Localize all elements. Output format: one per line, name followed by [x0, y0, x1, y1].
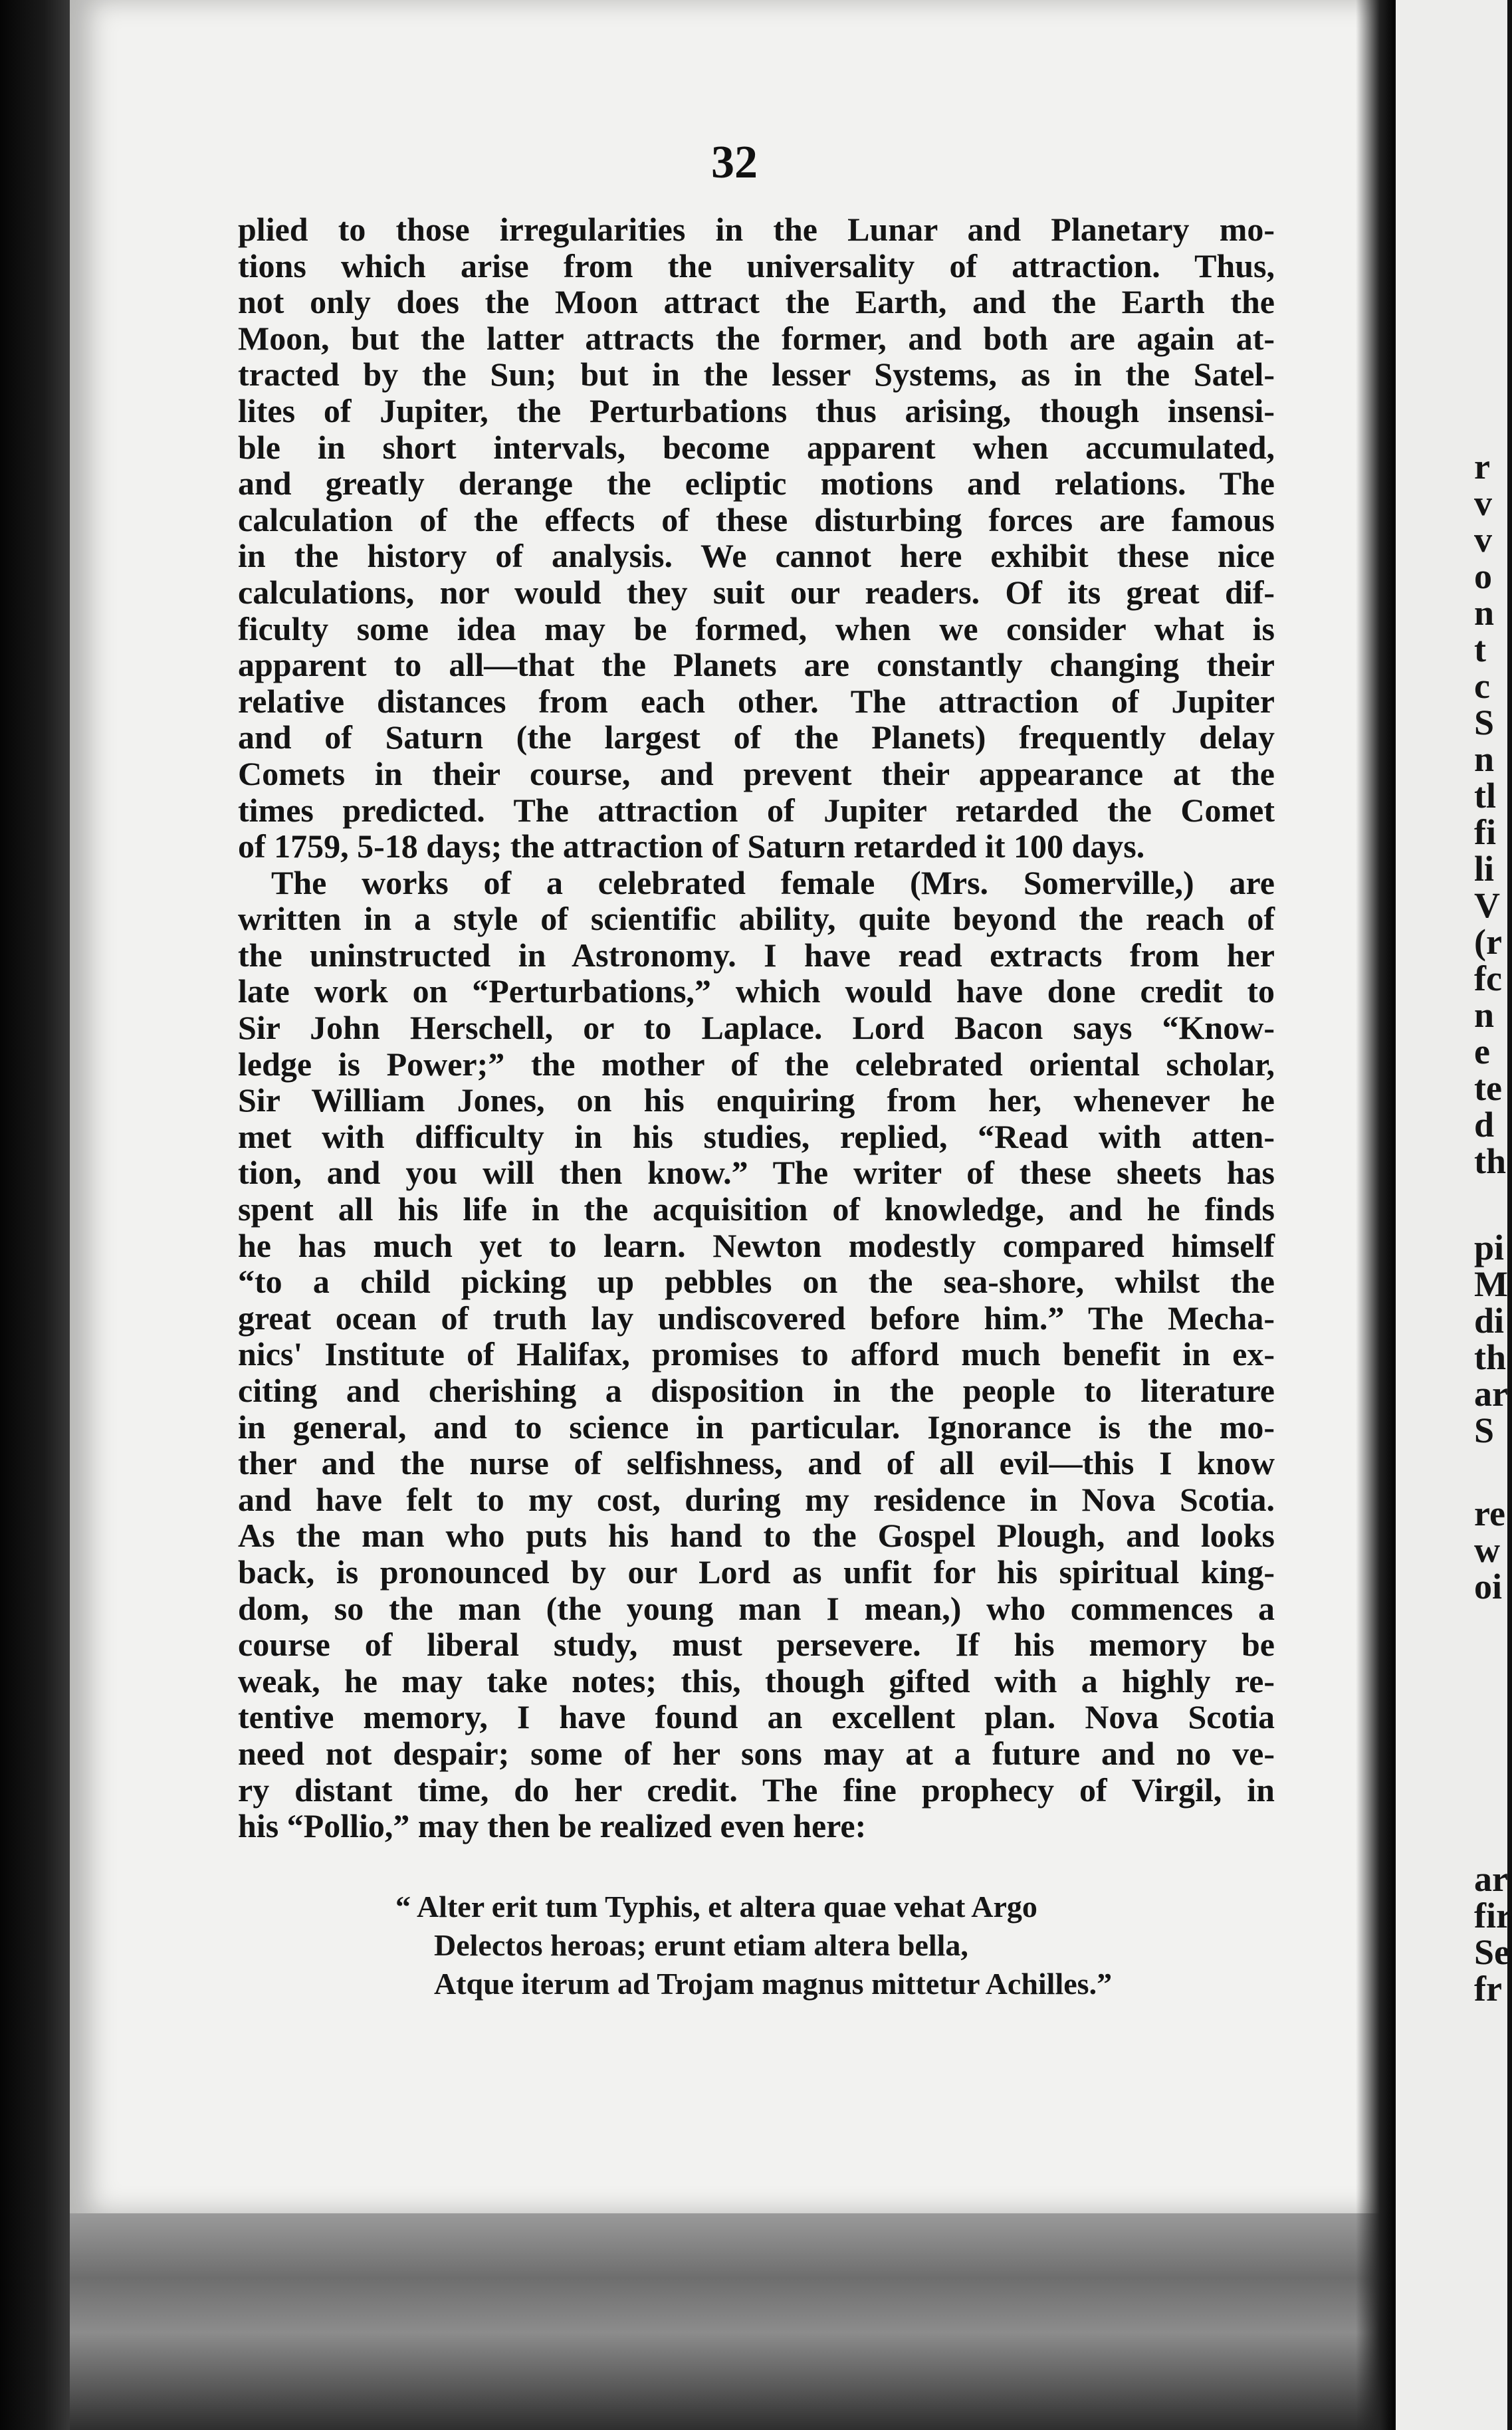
facing-page-fragment: o	[1474, 556, 1492, 596]
facing-page-fragment: r	[1474, 447, 1490, 487]
facing-page-fragment: v	[1474, 483, 1492, 523]
page-number: 32	[711, 137, 758, 188]
text-line: course of liberal study, must persevere. If his memory be	[238, 1626, 1275, 1664]
text-line: tracted by the Sun; but in the lesser Systems, as in the Satel-	[238, 356, 1275, 393]
facing-page-fragment: ar	[1474, 1374, 1508, 1414]
facing-page-fragment: Se	[1474, 1932, 1510, 1972]
text-line: calculation of the effects of these disturbing forces are famous	[238, 500, 1275, 538]
facing-page-fragment: e	[1474, 1032, 1490, 1071]
text-line: in general, and to science in particular. Ignorance is the mo-	[238, 1408, 1275, 1446]
facing-page-fragment: fr	[1474, 1969, 1502, 2009]
facing-page-fragment: (r	[1474, 922, 1502, 962]
text-line: ficulty some idea may be formed, when we consider what is	[238, 609, 1275, 647]
facing-page-fragment: M	[1474, 1264, 1508, 1304]
text-line: great ocean of truth lay undiscovered before him.” The Mecha-	[238, 1299, 1275, 1337]
facing-page-fragment: n	[1474, 995, 1495, 1035]
facing-page-fragment: S	[1474, 1410, 1495, 1450]
quote-line: “ Alter erit tum Typhis, et altera quae vehat Argo	[395, 1890, 1037, 1924]
text-line: and have felt to my cost, during my residence in Nova Scotia.	[238, 1480, 1275, 1518]
text-line: dom, so the man (the young man I mean,) who commences a	[238, 1589, 1275, 1627]
facing-page-edge	[1396, 0, 1512, 2430]
page-stack-edge	[70, 2213, 1392, 2430]
text-line: he has much yet to learn. Newton modestly compared himself	[238, 1226, 1275, 1264]
text-line: weak, he may take notes; this, though gifted with a highly re-	[238, 1662, 1275, 1700]
facing-page-fragment: n	[1474, 593, 1495, 633]
text-line: ble in short intervals, become apparent when accumulated,	[238, 428, 1275, 466]
facing-page-fragment: li	[1474, 849, 1495, 889]
text-line: nics' Institute of Halifax, promises to afford much benefit in ex-	[238, 1335, 1275, 1373]
text-line: in the history of analysis. We cannot here exhibit these nice	[238, 537, 1275, 575]
text-line: plied to those irregularities in the Lunar and Planetary mo-	[238, 211, 1275, 248]
facing-page-fragment: V	[1474, 885, 1500, 925]
facing-page-fragment: di	[1474, 1301, 1505, 1341]
text-line: met with difficulty in his studies, replied, “Read with atten-	[238, 1117, 1275, 1155]
text-line: ledge is Power;” the mother of the celebrated oriental scholar,	[238, 1045, 1275, 1083]
text-line: not only does the Moon attract the Earth, and the Earth the	[238, 283, 1275, 321]
text-line: and greatly derange the ecliptic motions and relations. The	[238, 465, 1275, 502]
text-line: As the man who puts his hand to the Gospel Plough, and looks	[238, 1517, 1275, 1555]
text-line: The works of a celebrated female (Mrs. Somerville,) are	[271, 863, 1275, 901]
text-line: tions which arise from the universality of attraction. Thus,	[238, 247, 1275, 284]
facing-page-fragment: th	[1474, 1141, 1507, 1181]
facing-page-fragment: n	[1474, 739, 1495, 779]
text-line: need not despair; some of her sons may at a future and no ve-	[238, 1734, 1275, 1772]
text-line: ry distant time, do her credit. The fine prophecy of Virgil, in	[238, 1771, 1275, 1809]
text-line: ther and the nurse of selfishness, and of all evil—this I know	[238, 1444, 1275, 1482]
text-line: late work on “Perturbations,” which would have done credit to	[238, 972, 1275, 1010]
facing-page-fragment: d	[1474, 1105, 1495, 1145]
facing-page-fragment: pi	[1474, 1228, 1505, 1268]
text-line: Comets in their course, and prevent their appearance at the	[238, 754, 1275, 792]
facing-page-fragment: w	[1474, 1530, 1500, 1570]
text-line: “to a child picking up pebbles on the sea-shore, whilst the	[238, 1263, 1275, 1301]
facing-page-fragment: re	[1474, 1493, 1505, 1533]
text-line: apparent to all—that the Planets are constantly changing their	[238, 646, 1275, 684]
facing-page-fragment: v	[1474, 520, 1492, 560]
facing-page-fragment: fi	[1474, 812, 1496, 852]
text-line: citing and cherishing a disposition in the people to literature	[238, 1372, 1275, 1409]
text-line: the uninstructed in Astronomy. I have read extracts from her	[238, 936, 1275, 974]
facing-page-fragment: te	[1474, 1068, 1502, 1108]
text-line: Sir John Herschell, or to Laplace. Lord Bacon says “Know-	[238, 1009, 1275, 1047]
text-line: his “Pollio,” may then be realized even here:	[238, 1807, 867, 1845]
text-line: tentive memory, I have found an excellent plan. Nova Scotia	[238, 1698, 1275, 1736]
facing-page-fragment: t	[1474, 629, 1486, 669]
text-line: calculations, nor would they suit our readers. Of its great dif-	[238, 573, 1275, 611]
facing-page-fragment: tl	[1474, 776, 1496, 816]
text-line: back, is pronounced by our Lord as unfit for his spiritual king-	[238, 1553, 1275, 1591]
text-line: written in a style of scientific ability, quite beyond the reach of	[238, 900, 1275, 938]
text-line: of 1759, 5-18 days; the attraction of Saturn retarded it 100 days.	[238, 828, 1145, 865]
quote-line: Delectos heroas; erunt etiam altera bella,	[434, 1928, 968, 1962]
text-line: and of Saturn (the largest of the Planets) frequently delay	[238, 718, 1275, 756]
text-line: times predicted. The attraction of Jupiter retarded the Comet	[238, 791, 1275, 829]
facing-page-fragment: th	[1474, 1337, 1507, 1377]
facing-page-fragment: c	[1474, 666, 1490, 706]
book-gutter-shadow	[1356, 0, 1396, 2430]
body-text	[238, 211, 1275, 1844]
text-line: lites of Jupiter, the Perturbations thus arising, though insensi-	[238, 391, 1275, 429]
quote-line: Atque iterum ad Trojam magnus mittetur Achilles.”	[434, 1967, 1113, 2001]
facing-page-fragment: oi	[1474, 1567, 1503, 1606]
facing-page-fragment: S	[1474, 703, 1495, 742]
facing-page-fragment: ar	[1474, 1859, 1508, 1899]
text-line: relative distances from each other. The attraction of Jupiter	[238, 682, 1275, 720]
facing-page-fragment: fir	[1474, 1896, 1512, 1935]
text-line: tion, and you will then know.” The writer of these sheets has	[238, 1154, 1275, 1192]
text-line: spent all his life in the acquisition of knowledge, and he finds	[238, 1190, 1275, 1228]
scanner-left-margin	[0, 0, 73, 2430]
facing-page-fragment: fc	[1474, 958, 1502, 998]
latin-quotation	[395, 1888, 1112, 2003]
text-line: Sir William Jones, on his enquiring from her, whenever he	[238, 1081, 1275, 1119]
text-line: Moon, but the latter attracts the former, and both are again at-	[238, 319, 1275, 357]
